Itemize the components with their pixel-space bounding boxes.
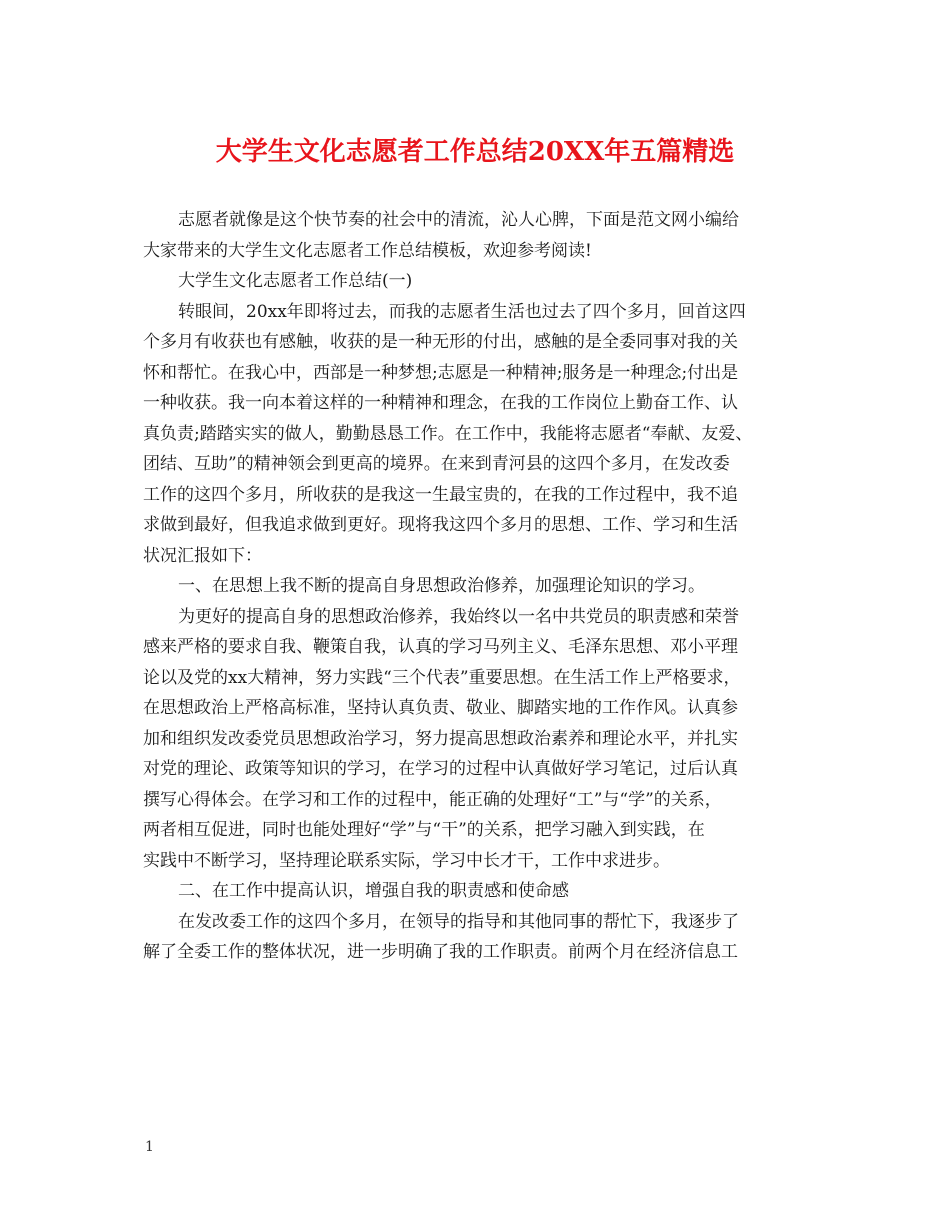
text-line: 解了全委工作的整体状况，进一步明确了我的工作职责。前两个月在经济信息工 [143, 942, 738, 962]
document-title: 大学生文化志愿者工作总结20XX年五篇精选 [215, 137, 735, 167]
text-line: 大学生文化志愿者工作总结(一) [178, 271, 413, 291]
text-line: 为更好的提高自身的思想政治修养，我始终以一名中共党员的职责感和荣誉 [178, 606, 739, 627]
text-line: 感来严格的要求自我、鞭策自我，认真的学习马列主义、毛泽东思想、邓小平理 [143, 637, 738, 657]
document-body [143, 205, 815, 968]
text-line: 一、在思想上我不断的提高自身思想政治修养，加强理论知识的学习。 [178, 576, 705, 596]
text-line: 怀和帮忙。在我心中，西部是一种梦想;志愿是一种精神;服务是一种理念;付出是 [143, 362, 739, 383]
text-line: 团结、互助”的精神领会到更高的境界。在来到青河县的这四个多月，在发改委 [143, 454, 730, 474]
text-line: 加和组织发改委党员思想政治学习，努力提高思想政治素养和理论水平，并扎实 [143, 728, 738, 749]
text-line: 对党的理论、政策等知识的学习，在学习的过程中认真做好学习笔记，过后认真 [143, 759, 738, 779]
text-line: 状况汇报如下： [143, 545, 262, 566]
text-line: 转眼间，20xx年即将过去，而我的志愿者生活也过去了四个多月，回首这四 [178, 301, 746, 322]
text-line: 在发改委工作的这四个多月，在领导的指导和其他同事的帮忙下，我逐步了 [178, 911, 739, 932]
text-line: 两者相互促进，同时也能处理好“学”与“干”的关系，把学习融入到实践，在 [143, 820, 705, 840]
text-line: 真负责;踏踏实实的做人，勤勤恳恳工作。在工作中，我能将志愿者“奉献、友爱、 [143, 423, 753, 444]
text-line: 撰写心得体会。在学习和工作的过程中，能正确的处理好“工”与“学”的关系， [143, 789, 722, 810]
text-line: 志愿者就像是这个快节奏的社会中的清流，沁人心脾，下面是范文网小编给 [178, 210, 739, 230]
text-line: 实践中不断学习，坚持理论联系实际，学习中长才干，工作中求进步。 [143, 850, 670, 871]
page-number: 1 [145, 1139, 154, 1155]
text-line: 论以及党的xx大精神，努力实践“三个代表”重要思想。在生活工作上严格要求， [143, 667, 741, 688]
text-line: 一种收获。我一向本着这样的一种精神和理念，在我的工作岗位上勤奋工作、认 [143, 393, 738, 413]
text-line: 在思想政治上严格高标准，坚持认真负责、敬业、脚踏实地的工作作风。认真参 [143, 698, 738, 718]
text-line: 求做到最好，但我追求做到更好。现将我这四个多月的思想、工作、学习和生活 [143, 515, 738, 535]
text-line: 工作的这四个多月，所收获的是我这一生最宝贵的，在我的工作过程中，我不追 [143, 484, 738, 505]
text-line: 二、在工作中提高认识，增强自我的职责感和使命感 [178, 881, 569, 901]
text-line: 个多月有收获也有感触，收获的是一种无形的付出，感触的是全委同事对我的关 [143, 332, 738, 352]
text-line: 大家带来的大学生文化志愿者工作总结模板，欢迎参考阅读! [143, 240, 592, 261]
